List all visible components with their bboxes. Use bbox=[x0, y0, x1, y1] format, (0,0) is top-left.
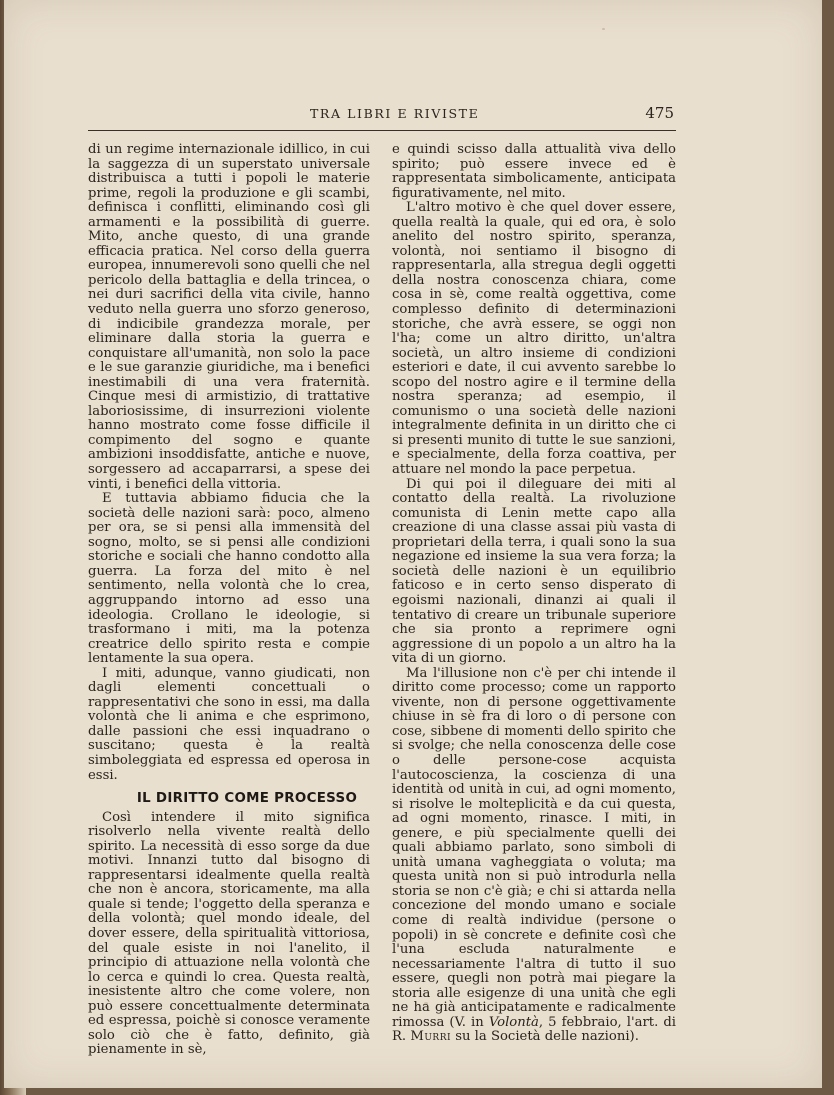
paragraph: e quindi scisso dalla attualità viva dello spirito; può essere invece ed è rappresentata simbolicamente, anticipata figurativamente, nel mito. bbox=[392, 142, 676, 201]
running-title: TRA LIBRI E RIVISTE bbox=[310, 106, 480, 121]
section-heading: IL DIRITTO COME PROCESSO bbox=[136, 791, 358, 807]
paragraph: Così intendere il mito significa risolverlo nella vivente realtà dello spirito. La necessità di esso sorge da due motivi. Innanzi tutto dal bisogno di rappresentarsi idealmente quella realtà che non è ancora, storicamente, ma alla quale si tende; l'oggetto della speranza e della volontà; quel mondo ideale, del dover essere, della spiritualità vittoriosa, del quale esiste in noi l'anelito, il principio di attuazione nella volontà che lo cerca e quindi lo crea. Questa realtà, inesistente altro che come volere, non può essere concettualmente determinata ed espressa, poichè si conosce veramente solo ciò che è fatto, definito, già pienamente in sè, bbox=[88, 809, 370, 1058]
paragraph: E tuttavia abbiamo fiducia che la società delle nazioni sarà: poco, almeno per ora, se si pensi alla immensità del sogno, molto, se si pensi alle condizioni storiche e sociali che hanno condotto alla guerra. La forza del mito è nel sentimento, nella volontà che lo crea, aggruppando intorno ad esso una ideologia. Crollano le ideologie, si trasformano i miti, ma la potenza creatrice dello spirito resta e compie lentamente la sua opera. bbox=[88, 491, 370, 667]
right-column bbox=[392, 143, 676, 1045]
paragraph-with-reference bbox=[392, 667, 676, 1045]
paragraph-text: Ma l'illusione non c'è per chi intende il diritto come processo; come un rapporto vivente, non di persone oggettivamente chiuse in sè fra di loro o di persone con cose, sibbene di momenti dello spirito che si svolge; che nella conoscenza delle cose o delle persone-cose acquista l'autocoscienza, la coscienza di una identità od unità in cui, ad ogni momento, si risolve le molteplicità e da cui questa, ad ogni momento, rinasce. I miti, in genere, e più specialmente quelli dei quali abbiamo parlato, sono simboli di unità umana vagheggiata o voluta; ma questa unità non si può introdurla nella storia se non c'è già; e chi si attarda nella concezione del mondo umano e sociale come di realtà individue (persone o popoli) in sè concrete e definite così che l'una escluda naturalmente e necessariamente l'altra di tutto il suo essere, quegli non potrà mai piegare la storia alle esigenze di una unità che egli ne ha già anticipatamente e radicalmente rimossa (V. in bbox=[392, 665, 676, 1030]
reference-text: su la Società delle nazioni). bbox=[455, 1029, 639, 1045]
page-header bbox=[88, 104, 676, 131]
reference-author: Murri bbox=[410, 1029, 452, 1045]
reference-journal: Volontà bbox=[488, 1014, 539, 1030]
paper-speck bbox=[602, 28, 605, 30]
paragraph: I miti, adunque, vanno giudicati, non dagli elementi concettuali o rappresentativi che sono in essi, ma dalla volontà che li anima e che esprimono, dalle passioni che essi inquadrano o suscitano; questa è la realtà simboleggiata ed espressa ed operosa in essi. bbox=[88, 665, 370, 783]
reference-text: , 5 febbraio, l'art. di R. bbox=[392, 1014, 676, 1045]
paragraph: L'altro motivo è che quel dover essere, quella realtà la quale, qui ed ora, è solo anelito del nostro spirito, speranza, volontà, noi sentiamo il bisogno di rappresentarla, alla stregua degli oggetti della nostra conoscenza chiara, come cosa in sè, come realtà oggettiva, come complesso definito di determinazioni storiche, che avrà essere, se oggi non l'ha; come un altro diritto, un'altra società, un altro insieme di condizioni esteriori e date, il cui avvento sarebbe lo scopo del nostro agire e il termine della nostra speranza; ad esempio, il comunismo o una società delle nazioni integralmente definita in un diritto che ci si presenti munito di tutte le sue sanzioni, e specialmente, della forza coattiva, per attuare nel mondo la pace perpetua. bbox=[392, 200, 676, 478]
page-number: 475 bbox=[645, 104, 674, 122]
paragraph: di un regime internazionale idillico, in cui la saggezza di un superstato universale distribuisca a tutti i popoli le materie prime, regoli la produzione e gli scambi, definisca i conflitti, eliminando così gli armamenti e la possibilità di guerre. Mito, anche questo, di una grande efficacia pratica. Nel corso della guerra europea, innumerevoli sono quelli che nel pericolo della battaglia e della trincea, o nei duri sacrifici della vita civile, hanno veduto nella guerra uno sforzo generoso, di indicibile grandezza morale, per eliminare dalla storia la guerra e conquistare all'umanità, non solo la pace e le sue garanzie giuridiche, ma i benefici inestimabili di una vera fraternità. Cinque mesi di armistizio, di trattative laboriosissime, di insurrezioni violente hanno mostrato come fosse difficile il compimento del sogno e quante ambizioni insoddisfatte, antiche e nuove, sorgessero ad accaparrarsi, a spese dei vinti, i benefici della vittoria. bbox=[88, 142, 370, 492]
paragraph: Di qui poi il dileguare dei miti al contatto della realtà. La rivoluzione comunista di Lenin mette capo alla creazione di una classe assai più vasta di proprietari della terra, i quali sono la sua negazione ed insieme la sua vera forza; la società delle nazioni è un equilibrio faticoso e in certo senso disperato di egoismi nazionali, dinanzi ai quali il tentativo di creare un tribunale superiore che sia pronto a reprimere ogni aggressione di un popolo a un altro ha la vita di un giorno. bbox=[392, 476, 676, 667]
left-column bbox=[88, 143, 370, 1058]
